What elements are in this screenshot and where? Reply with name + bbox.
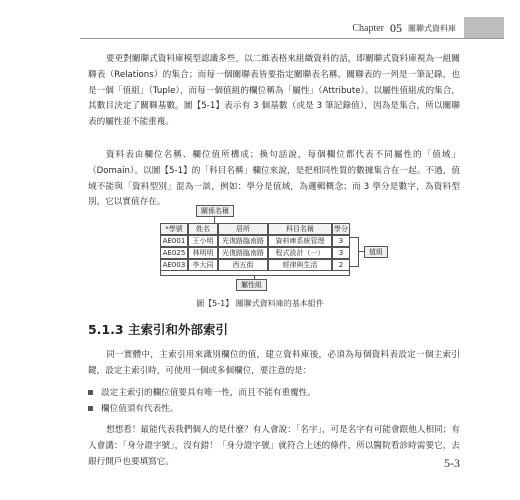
bullet-item <box>88 387 316 399</box>
table-cell: 李大同 <box>188 259 218 271</box>
table-cell: 王小明 <box>188 235 218 247</box>
page-number: 5-3 <box>444 456 460 470</box>
paragraph-primary-key: 同一實體中，主索引用來識別欄位的值，建立資料庫後，必須為每個資料表設定一個主索引鍵，設定主索引時，可使用一個或多個欄位，要注意的是： <box>88 350 460 376</box>
running-header <box>352 20 456 36</box>
table-cell: 西五街 <box>218 259 268 271</box>
table-cell: 3 <box>332 247 350 259</box>
attribute-bracket <box>160 271 350 276</box>
table-cell: 光復路臨南路 <box>218 247 268 259</box>
header-rule <box>80 38 504 39</box>
table-cell: 3 <box>332 235 350 247</box>
column-header: 居所 <box>218 223 268 235</box>
paragraph-domain: 資料表由欄位名稱、欄位值所構成；換句話說，每個欄位都代表不同屬性的「值域」（Domain）。以圖【5-1】的「科目名稱」欄位來說，是把相同性質的數據集合在一起。不過，值域不能與「資料型別」混為一談，例如：學分是值域，為邏輯概念；而 3 學分是數字，為資料型別，它以實值存在。 <box>88 150 460 208</box>
column-header: *學號 <box>160 223 188 235</box>
tuple-label: 值組 <box>364 246 388 258</box>
bullet-item <box>88 403 178 415</box>
table-cell: AE003 <box>160 259 188 271</box>
figure-caption: 圖【5-1】 關聯式資料庫的基本組件 <box>196 299 324 308</box>
column-header: 學分 <box>334 225 348 233</box>
header-decoration-bar <box>464 17 504 39</box>
column-header: 姓名 <box>188 223 218 235</box>
table-name-connector <box>214 216 215 223</box>
table-cell: AE025 <box>160 247 188 259</box>
chapter-number: 05 <box>390 20 402 35</box>
paragraph-relations: 要更對關聯式資料庫模型認識多些，以二維表格來組織資料的話，即關聯式資料庫視為一組關聯表（Relations）的集合；而每一個關聯表皆要指定關聯表名稱。關聯表的一列是一筆記錄，也是一個「值組」（Tuple），而每一個值組的欄位稱為「屬性」（Attribute）。以屬性值組成的集合，其數目決定了關聯基數。圖【5-1】表示有 3 個基數（或是 3 筆記錄值），因為是集合，所以關聯表的屬性並不能重複。 <box>88 54 460 128</box>
table-cell: 資料庫系統管理 <box>268 235 332 247</box>
table-cell: 2 <box>332 259 350 271</box>
attribute-label: 屬性組 <box>236 279 267 291</box>
bullet-square-icon <box>88 390 93 395</box>
table-cell: 光復路臨南路 <box>218 235 268 247</box>
section-heading: 5.1.3 主索引和外部索引 <box>88 322 228 337</box>
bullet-text: 設定主索引的欄位值要具有唯一性，而且不能有重覆性。 <box>101 388 316 398</box>
table-cell: AE001 <box>160 235 188 247</box>
column-header: 科目名稱 <box>268 223 332 235</box>
table-name-label: 關係名稱 <box>196 205 234 217</box>
table-cell: 程式設計（一） <box>268 247 332 259</box>
table-cell: 林明明 <box>188 247 218 259</box>
chapter-title: 關聯式資料庫 <box>408 23 456 33</box>
bullet-square-icon <box>88 406 93 411</box>
chapter-word: Chapter <box>352 22 384 34</box>
table-cell: 經律與生活 <box>268 259 332 271</box>
figure-relational-components <box>150 205 383 290</box>
bullet-text: 欄位值須有代表性。 <box>101 404 179 414</box>
tuple-bracket <box>350 237 359 267</box>
paragraph-id-example: 想想看！最能代表我們個人的是什麼？有人會說：「名字」，可是名字有可能會跟他人相同；有人會講：「身分證字號」，沒有錯！「身分證字號」就符合上述的條件，所以醫院看診時需要它，去銀行開戶也要填寫它。 <box>88 425 460 467</box>
